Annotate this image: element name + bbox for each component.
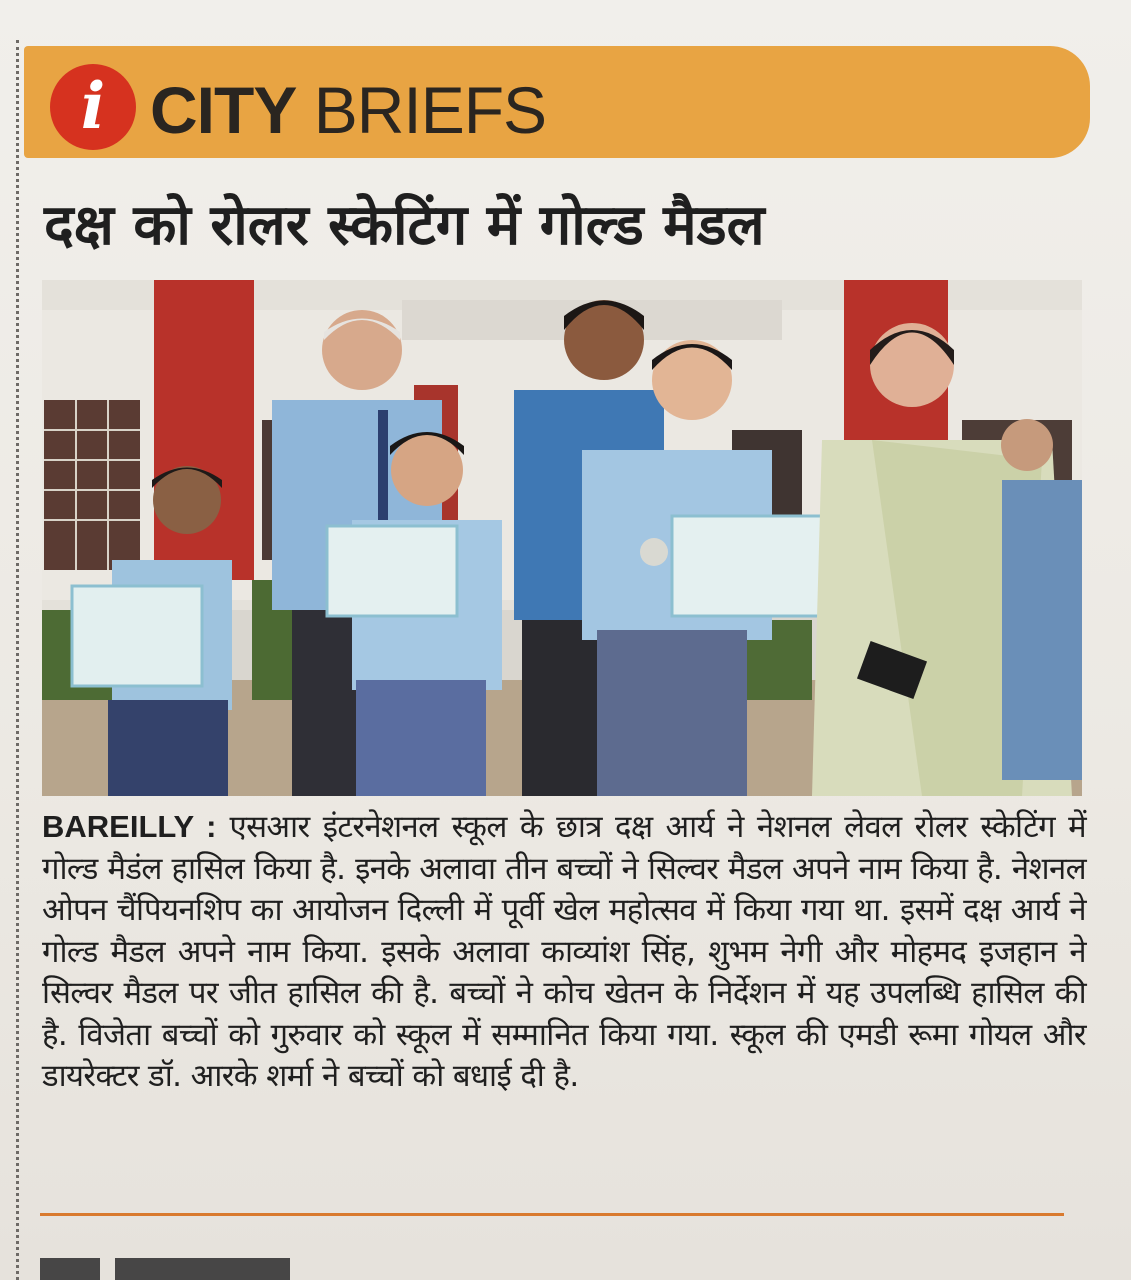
section-title xyxy=(150,70,546,150)
dotted-column-rule xyxy=(16,40,19,1280)
article-text: एसआर इंटरनेशनल स्कूल के छात्र दक्ष आर्य ने नेशनल लेवल रोलर स्केटिंग में गोल्ड मैडंल हासिल किया है. इनके अलावा तीन बच्चों ने सिल्वर मैडल अपने नाम किया है. नेशनल ओपन चैंपियनशिप का आयोजन दिल्ली में पूर्वी खेल महोत्सव में किया गया था. इसमें दक्ष आर्य ने गोल्ड मैडल अपने नाम किया. इसके अलावा काव्यांश सिंह, शुभम नेगी और मोहमद इजहान ने सिल्वर मैडल पर जीत हासिल की है. बच्चों ने कोच खेतन के निर्देशन में यह उपलब्धि हासिल की है. विजेता बच्चों को गुरुवार को स्कूल में सम्मानित किया गया. स्कूल की एमडी रूमा गोयल और डायरेक्टर डॉ. आरके शर्मा ने बच्चों को बधाई दी है. xyxy=(42,809,1087,1094)
article-headline: दक्ष को रोलर स्केटिंग में गोल्ड मैडल xyxy=(44,193,765,258)
section-title-light: BRIEFS xyxy=(313,73,547,147)
section-divider xyxy=(40,1213,1064,1216)
article-dateline: BAREILLY : xyxy=(42,809,217,844)
article-body xyxy=(42,806,1086,1098)
info-icon: i xyxy=(50,64,136,150)
news-photo xyxy=(42,280,1082,796)
group-photo-illustration xyxy=(42,280,1082,796)
next-headline-cropped xyxy=(40,1258,1064,1280)
section-title-bold: CITY xyxy=(150,73,297,147)
